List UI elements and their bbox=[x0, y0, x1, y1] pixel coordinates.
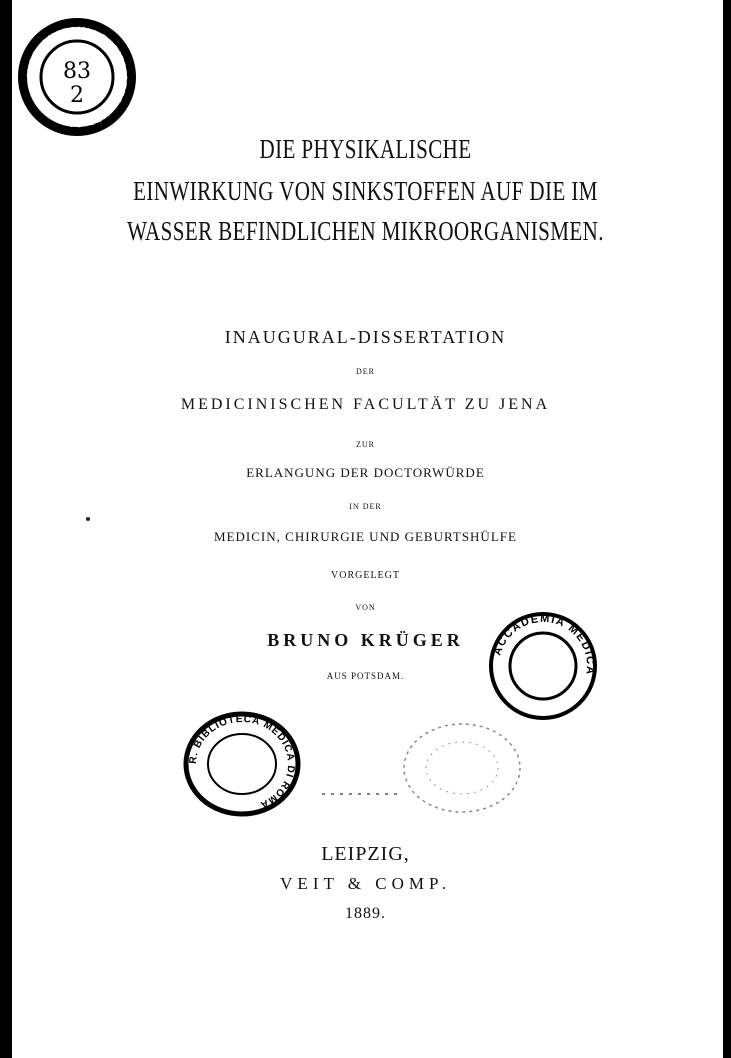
faded-stamp bbox=[396, 718, 528, 818]
vorgelegt-text: VORGELEGT bbox=[331, 570, 400, 581]
ink-spot bbox=[86, 517, 90, 521]
stamp-ring-text-left: R. BIBLIOTECA MEDICA DI ROMA bbox=[187, 713, 297, 811]
author-name: BRUNO KRÜGER bbox=[267, 630, 464, 650]
library-stamp-accademia bbox=[478, 604, 608, 724]
imprint-city: LEIPZIG, bbox=[321, 843, 410, 865]
stamp-ring-text-right: ACCADEMIA MEDICA bbox=[491, 612, 597, 677]
separator-dots bbox=[320, 790, 400, 798]
stamp-ring-text: MISC. ANATOMIA R. BIBLIOTECA MEDICA bbox=[24, 24, 130, 130]
imprint-year: 1889. bbox=[345, 905, 386, 922]
stamp-number-top: 83 bbox=[63, 59, 91, 84]
library-stamp-top-left bbox=[14, 18, 140, 136]
imprint-publisher: VEIT & COMP. bbox=[280, 874, 451, 893]
title-line-1: DIE PHYSIKALISCHE bbox=[259, 134, 472, 164]
zur-text: ZUR bbox=[356, 440, 375, 449]
dissertation-label: INAUGURAL-DISSERTATION bbox=[224, 327, 507, 347]
der-text: DER bbox=[356, 367, 375, 376]
title-line-2: EINWIRKUNG VON SINKSTOFFEN AUF DIE IM bbox=[133, 176, 598, 206]
in-der-text: IN DER bbox=[349, 502, 382, 511]
erlangung-text: ERLANGUNG DER DOCTORWÜRDE bbox=[246, 465, 485, 480]
author-origin: AUS POTSDAM. bbox=[326, 671, 405, 681]
stamp-number-bottom: 2 bbox=[70, 83, 84, 108]
fields-text: MEDICIN, CHIRURGIE UND GEBURTSHÜLFE bbox=[214, 529, 517, 544]
von-text: VON bbox=[355, 603, 376, 612]
library-stamp-roma bbox=[176, 708, 308, 820]
faculty-text: MEDICINISCHEN FACULTÄT ZU JENA bbox=[180, 396, 551, 413]
title-line-3: WASSER BEFINDLICHEN MIKROORGANISMEN. bbox=[127, 216, 604, 246]
